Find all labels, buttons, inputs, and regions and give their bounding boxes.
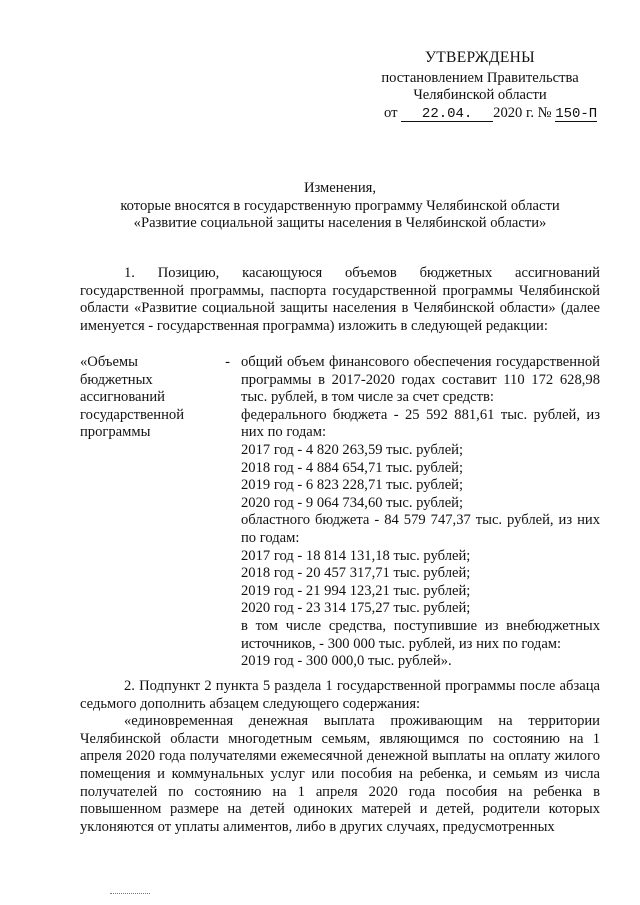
budget-year-row: 2020 год - 9 064 734,60 тыс. рублей; [241, 494, 464, 511]
budget-year-row: 2018 год - 20 457 317,71 тыс. рублей; [241, 565, 471, 582]
label-line: ассигнований [80, 389, 165, 406]
approval-title: УТВЕРЖДЕНЫ [425, 49, 535, 66]
budget-extrabudgetary: в том числе средства, поступившие из внебюджетных источников, - 300 000 тыс. рублей, из них по годам: [241, 617, 600, 652]
budget-federal: федерального бюджета - 25 592 881,61 тыс. рублей, из них по годам: [241, 406, 600, 441]
approval-year: 2020 г. № [493, 104, 552, 121]
label-dash: - [225, 354, 230, 370]
title-line-2: которые вносятся в государственную программу Челябинской области [120, 197, 560, 214]
paragraph-1 [80, 265, 600, 335]
title-line-1: Изменения, [303, 180, 377, 196]
budget-total: общий объем финансового обеспечения государственной программы в 2017-2020 годах составит 110 172 628,98 тыс. рублей, в том числе за счет средств: [241, 354, 600, 406]
budget-year-row: 2020 год - 23 314 175,27 тыс. рублей; [241, 600, 471, 617]
budget-year-row: 2019 год - 6 823 228,71 тыс. рублей; [241, 477, 464, 494]
approval-date-line [384, 104, 598, 123]
label-line: бюджетных [80, 371, 153, 388]
budget-year-row: 2019 год - 300 000,0 тыс. рублей». [241, 653, 452, 670]
paragraph-3-text: «единовременная денежная выплата проживающим на территории Челябинской области многодетным семьям, являющимся по состоянию на 1 апреля 2020 года получателями ежемесячной денежной выплаты на оплату жилого помещения и коммунальных услуг или пособия на ребенка, и семьям из числа получателей по состоянию на 1 апреля 2020 года пособия на ребенка в повышенном размере на детей одиноких матерей и детей, родители которых уклоняются от уплаты алиментов, либо в других случаях, предусмотренных [80, 713, 600, 835]
title-line-3: «Развитие социальной защиты населения в Челябинской области» [133, 215, 547, 232]
paragraph-2 [80, 678, 600, 836]
budget-table-values [241, 354, 600, 671]
paragraph-1-text: 1. Позицию, касающуюся объемов бюджетных ассигнований государственной программы, паспорта государственной программы Челябинской области «Развитие социальной защиты населения в Челябинской области» (далее именуется - государственная программа) изложить в следующей редакции: [80, 265, 600, 334]
budget-year-row: 2017 год - 4 820 263,59 тыс. рублей; [241, 441, 464, 458]
budget-year-row: 2017 год - 18 814 131,18 тыс. рублей; [241, 547, 471, 564]
label-first-word: «Объемы [80, 354, 138, 370]
document-title [80, 180, 600, 233]
footer-mark [110, 893, 150, 896]
label-line: программы [80, 424, 151, 441]
approval-stamp [380, 49, 598, 122]
approval-line-2: Челябинской области [413, 87, 547, 104]
approval-number: 150-П [555, 105, 598, 122]
approval-date: 22.04. [401, 107, 493, 122]
label-line: государственной [80, 406, 185, 423]
approval-date-prefix: от [384, 104, 398, 121]
budget-year-row: 2018 год - 4 884 654,71 тыс. рублей; [241, 459, 464, 476]
approval-line-1: постановлением Правительства [381, 69, 579, 86]
budget-year-row: 2019 год - 21 994 123,21 тыс. рублей; [241, 582, 471, 599]
budget-regional: областного бюджета - 84 579 747,37 тыс. рублей, из них по годам: [241, 512, 600, 546]
paragraph-2-text: 2. Подпункт 2 пункта 5 раздела 1 государственной программы после абзаца седьмого дополнить абзацем следующего содержания: [80, 678, 600, 712]
budget-table-label [80, 354, 230, 442]
